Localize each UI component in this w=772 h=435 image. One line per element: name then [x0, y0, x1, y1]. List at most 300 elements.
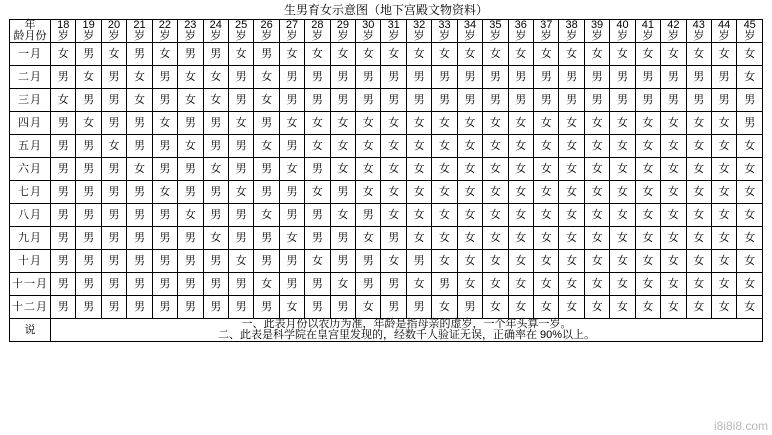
- row-label: 二月: [10, 66, 51, 89]
- cell: 男: [661, 89, 686, 112]
- age-header-cell: [686, 20, 711, 43]
- cell: 女: [432, 227, 457, 250]
- row-label: 三月: [10, 89, 51, 112]
- cell: 男: [76, 273, 101, 296]
- cell: 女: [686, 43, 711, 66]
- cell: 男: [101, 112, 126, 135]
- cell: 女: [254, 273, 279, 296]
- age-header-cell: [711, 20, 736, 43]
- cell: 男: [152, 66, 177, 89]
- age-suffix: 岁: [235, 30, 247, 42]
- cell: 女: [661, 204, 686, 227]
- cell: 男: [203, 250, 228, 273]
- cell: 女: [661, 135, 686, 158]
- cell: 男: [127, 296, 152, 319]
- cell: 男: [534, 89, 559, 112]
- cell: 男: [127, 181, 152, 204]
- cell: 男: [127, 135, 152, 158]
- cell: 男: [406, 89, 431, 112]
- cell: 男: [127, 227, 152, 250]
- cell: 女: [559, 158, 584, 181]
- cell: 男: [661, 66, 686, 89]
- cell: 男: [228, 135, 253, 158]
- cell: 女: [635, 135, 660, 158]
- cell: 女: [483, 135, 508, 158]
- cell: 女: [51, 89, 76, 112]
- age-suffix: 岁: [57, 30, 69, 42]
- cell: 男: [127, 43, 152, 66]
- cell: 女: [686, 296, 711, 319]
- age-header-cell: [610, 20, 635, 43]
- cell: 女: [406, 43, 431, 66]
- cell: 女: [635, 43, 660, 66]
- cell: 女: [432, 43, 457, 66]
- cell: 男: [305, 158, 330, 181]
- corner-header-line1: 年: [24, 19, 36, 31]
- cell: 男: [152, 158, 177, 181]
- cell: 女: [584, 135, 609, 158]
- cell: 男: [51, 158, 76, 181]
- cell: 女: [279, 43, 304, 66]
- cell: 女: [381, 250, 406, 273]
- cell: 男: [381, 296, 406, 319]
- cell: 女: [101, 43, 126, 66]
- cell: 男: [254, 181, 279, 204]
- cell: 女: [534, 204, 559, 227]
- cell: 女: [457, 158, 482, 181]
- cell: 男: [356, 66, 381, 89]
- cell: 男: [610, 66, 635, 89]
- cell: 男: [76, 204, 101, 227]
- cell: 女: [635, 250, 660, 273]
- cell: 男: [127, 112, 152, 135]
- cell: 女: [661, 250, 686, 273]
- age-suffix: 岁: [591, 30, 603, 42]
- age-suffix: 岁: [108, 30, 120, 42]
- row-label: 十一月: [10, 273, 51, 296]
- cell: 男: [101, 89, 126, 112]
- cell: 女: [152, 181, 177, 204]
- cell: 女: [508, 227, 533, 250]
- cell: 女: [330, 112, 355, 135]
- cell: 男: [76, 296, 101, 319]
- cell: 女: [406, 273, 431, 296]
- age-suffix: 岁: [184, 30, 196, 42]
- cell: 女: [457, 273, 482, 296]
- age-suffix: 岁: [286, 30, 298, 42]
- cell: 男: [406, 66, 431, 89]
- age-number: 34: [463, 19, 477, 31]
- cell: 男: [178, 250, 203, 273]
- cell: 女: [737, 158, 763, 181]
- table-row: [10, 89, 763, 112]
- age-number: 32: [412, 19, 426, 31]
- cell: 男: [101, 158, 126, 181]
- cell: 女: [661, 296, 686, 319]
- cell: 女: [305, 112, 330, 135]
- cell: 男: [203, 204, 228, 227]
- cell: 男: [51, 273, 76, 296]
- cell: 女: [457, 204, 482, 227]
- cell: 男: [101, 181, 126, 204]
- cell: 女: [508, 43, 533, 66]
- cell: 男: [381, 66, 406, 89]
- cell: 女: [432, 135, 457, 158]
- cell: 男: [51, 181, 76, 204]
- cell: 女: [254, 204, 279, 227]
- cell: 女: [330, 43, 355, 66]
- table-body: [10, 43, 763, 342]
- cell: 女: [432, 112, 457, 135]
- age-number: 27: [285, 19, 299, 31]
- cell: 男: [152, 135, 177, 158]
- age-number: 31: [387, 19, 400, 31]
- cell: 女: [711, 296, 736, 319]
- age-suffix: 岁: [566, 30, 578, 42]
- cell: 男: [381, 273, 406, 296]
- cell: 男: [330, 296, 355, 319]
- cell: 女: [610, 296, 635, 319]
- cell: 女: [584, 273, 609, 296]
- cell: 女: [559, 112, 584, 135]
- cell: 男: [228, 296, 253, 319]
- cell: 女: [457, 112, 482, 135]
- row-label: 十月: [10, 250, 51, 273]
- cell: 女: [610, 158, 635, 181]
- cell: 男: [534, 66, 559, 89]
- cell: 女: [406, 112, 431, 135]
- cell: 女: [559, 135, 584, 158]
- cell: 女: [356, 43, 381, 66]
- cell: 女: [534, 43, 559, 66]
- cell: 女: [483, 158, 508, 181]
- age-suffix: 岁: [718, 30, 730, 42]
- cell: 男: [356, 250, 381, 273]
- cell: 男: [127, 250, 152, 273]
- cell: 女: [610, 112, 635, 135]
- cell: 男: [279, 204, 304, 227]
- cell: 女: [559, 227, 584, 250]
- cell: 男: [76, 181, 101, 204]
- age-suffix: 岁: [413, 30, 425, 42]
- cell: 女: [178, 66, 203, 89]
- cell: 男: [76, 89, 101, 112]
- cell: 女: [457, 43, 482, 66]
- table-row: [10, 112, 763, 135]
- cell: 男: [254, 296, 279, 319]
- cell: 男: [228, 227, 253, 250]
- cell: 男: [203, 135, 228, 158]
- cell: 男: [330, 250, 355, 273]
- cell: 男: [76, 227, 101, 250]
- cell: 女: [381, 112, 406, 135]
- cell: 男: [305, 227, 330, 250]
- cell: 男: [381, 89, 406, 112]
- age-header-cell: [254, 20, 279, 43]
- age-header-cell: [584, 20, 609, 43]
- cell: 男: [254, 112, 279, 135]
- cell: 女: [457, 227, 482, 250]
- cell: 男: [51, 296, 76, 319]
- cell: 女: [737, 227, 763, 250]
- cell: 男: [178, 112, 203, 135]
- cell: 女: [534, 112, 559, 135]
- cell: 女: [584, 181, 609, 204]
- cell: 女: [432, 250, 457, 273]
- age-suffix: 岁: [159, 30, 171, 42]
- cell: 女: [381, 158, 406, 181]
- table-header-row: [10, 20, 763, 43]
- cell: 女: [508, 112, 533, 135]
- cell: 男: [279, 135, 304, 158]
- notes-label: 说: [10, 319, 51, 342]
- cell: 女: [228, 112, 253, 135]
- cell: 女: [457, 135, 482, 158]
- age-number: 35: [489, 19, 502, 31]
- cell: 男: [635, 89, 660, 112]
- age-header-cell: [635, 20, 660, 43]
- cell: 男: [356, 89, 381, 112]
- cell: 女: [483, 273, 508, 296]
- cell: 女: [406, 135, 431, 158]
- cell: 男: [432, 66, 457, 89]
- cell: 男: [686, 66, 711, 89]
- cell: 男: [356, 204, 381, 227]
- cell: 女: [686, 158, 711, 181]
- cell: 男: [457, 89, 482, 112]
- age-number: 33: [438, 19, 451, 31]
- cell: 男: [508, 89, 533, 112]
- cell: 男: [152, 227, 177, 250]
- table-row: [10, 135, 763, 158]
- table-row: [10, 296, 763, 319]
- cell: 女: [305, 181, 330, 204]
- cell: 女: [483, 227, 508, 250]
- age-number: 36: [514, 19, 527, 31]
- cell: 女: [432, 181, 457, 204]
- cell: 男: [254, 250, 279, 273]
- cell: 女: [610, 43, 635, 66]
- age-number: 30: [362, 19, 375, 31]
- cell: 男: [330, 227, 355, 250]
- cell: 女: [356, 135, 381, 158]
- cell: 男: [483, 66, 508, 89]
- cell: 男: [203, 181, 228, 204]
- cell: 男: [305, 273, 330, 296]
- cell: 男: [228, 66, 253, 89]
- cell: 女: [635, 204, 660, 227]
- age-suffix: 岁: [744, 30, 756, 42]
- cell: 女: [737, 273, 763, 296]
- cell: 女: [534, 273, 559, 296]
- cell: 男: [686, 89, 711, 112]
- cell: 男: [279, 181, 304, 204]
- cell: 女: [686, 227, 711, 250]
- cell: 女: [635, 296, 660, 319]
- table-row: [10, 227, 763, 250]
- age-header-cell: [178, 20, 203, 43]
- cell: 男: [203, 273, 228, 296]
- cell: 女: [457, 250, 482, 273]
- cell: 男: [279, 66, 304, 89]
- cell: 女: [661, 273, 686, 296]
- cell: 女: [432, 158, 457, 181]
- cell: 男: [101, 227, 126, 250]
- cell: 女: [406, 181, 431, 204]
- cell: 男: [51, 135, 76, 158]
- cell: 女: [279, 227, 304, 250]
- cell: 女: [711, 112, 736, 135]
- row-label: 十二月: [10, 296, 51, 319]
- cell: 女: [508, 204, 533, 227]
- cell: 女: [534, 158, 559, 181]
- page-title: 生男育女示意图（地下宫殿文物资料）: [283, 3, 488, 17]
- note-line-1: 一、此表月份以农历为准，年龄是指母亲的虚岁，一个年头算一岁。: [241, 318, 572, 330]
- notes-row: [10, 319, 763, 342]
- age-suffix: 岁: [83, 30, 95, 42]
- cell: 女: [508, 181, 533, 204]
- cell: 女: [610, 227, 635, 250]
- age-number: 39: [590, 19, 604, 31]
- age-number: 25: [235, 19, 248, 31]
- cell: 男: [432, 89, 457, 112]
- cell: 女: [76, 66, 101, 89]
- cell: 男: [305, 66, 330, 89]
- table-row: [10, 43, 763, 66]
- age-header-cell: [305, 20, 330, 43]
- cell: 男: [305, 296, 330, 319]
- age-suffix: 岁: [667, 30, 679, 42]
- cell: 男: [279, 273, 304, 296]
- row-label: 五月: [10, 135, 51, 158]
- age-number: 26: [260, 19, 273, 31]
- cell: 女: [483, 112, 508, 135]
- gender-prediction-table: [9, 19, 763, 342]
- row-label: 八月: [10, 204, 51, 227]
- cell: 男: [305, 204, 330, 227]
- cell: 女: [356, 112, 381, 135]
- cell: 女: [584, 112, 609, 135]
- cell: 男: [279, 250, 304, 273]
- cell: 女: [381, 43, 406, 66]
- cell: 女: [152, 112, 177, 135]
- cell: 男: [228, 273, 253, 296]
- cell: 男: [203, 43, 228, 66]
- age-number: 20: [107, 19, 121, 31]
- cell: 女: [127, 66, 152, 89]
- cell: 女: [483, 181, 508, 204]
- corner-header: [10, 20, 51, 43]
- age-suffix: 岁: [439, 30, 451, 42]
- cell: 男: [330, 66, 355, 89]
- age-number: 45: [743, 19, 756, 31]
- cell: 女: [686, 135, 711, 158]
- cell: 女: [534, 181, 559, 204]
- cell: 男: [737, 112, 763, 135]
- cell: 女: [711, 158, 736, 181]
- cell: 女: [305, 250, 330, 273]
- cell: 女: [279, 158, 304, 181]
- cell: 女: [635, 158, 660, 181]
- cell: 女: [508, 250, 533, 273]
- cell: 男: [203, 296, 228, 319]
- cell: 女: [737, 296, 763, 319]
- age-suffix: 岁: [133, 30, 145, 42]
- cell: 男: [76, 43, 101, 66]
- cell: 男: [76, 158, 101, 181]
- cell: 女: [305, 135, 330, 158]
- cell: 女: [381, 204, 406, 227]
- cell: 女: [584, 296, 609, 319]
- row-label: 一月: [10, 43, 51, 66]
- cell: 女: [51, 43, 76, 66]
- age-number: 37: [540, 19, 553, 31]
- cell: 女: [178, 89, 203, 112]
- table-row: [10, 66, 763, 89]
- age-number: 43: [692, 19, 705, 31]
- cell: 女: [356, 227, 381, 250]
- cell: 女: [584, 43, 609, 66]
- cell: 男: [76, 135, 101, 158]
- cell: 女: [330, 135, 355, 158]
- age-number: 42: [667, 19, 680, 31]
- age-number: 28: [311, 19, 324, 31]
- cell: 男: [51, 227, 76, 250]
- cell: 女: [406, 227, 431, 250]
- cell: 女: [330, 273, 355, 296]
- cell: 男: [330, 89, 355, 112]
- cell: 男: [152, 89, 177, 112]
- cell: 男: [330, 181, 355, 204]
- cell: 男: [51, 250, 76, 273]
- cell: 男: [584, 89, 609, 112]
- age-header-cell: [406, 20, 431, 43]
- cell: 女: [711, 273, 736, 296]
- cell: 女: [711, 204, 736, 227]
- cell: 女: [737, 66, 763, 89]
- table-row: [10, 250, 763, 273]
- age-header-cell: [381, 20, 406, 43]
- cell: 男: [559, 89, 584, 112]
- row-label: 七月: [10, 181, 51, 204]
- notes-content: [51, 319, 763, 342]
- age-header-cell: [737, 20, 763, 43]
- cell: 女: [534, 227, 559, 250]
- age-header-cell: [432, 20, 457, 43]
- cell: 女: [381, 135, 406, 158]
- table-row: [10, 273, 763, 296]
- cell: 男: [178, 296, 203, 319]
- age-header-cell: [101, 20, 126, 43]
- cell: 男: [101, 204, 126, 227]
- cell: 女: [432, 296, 457, 319]
- cell: 女: [559, 296, 584, 319]
- cell: 女: [406, 158, 431, 181]
- cell: 男: [127, 204, 152, 227]
- note-line-2: 二、此表是科学院在皇宫里发现的，经数千人验证无误，正确率在 90%以上。: [217, 329, 596, 341]
- cell: 男: [635, 66, 660, 89]
- cell: 男: [178, 227, 203, 250]
- cell: 女: [711, 43, 736, 66]
- age-number: 41: [641, 19, 655, 31]
- age-suffix: 岁: [464, 30, 476, 42]
- cell: 女: [584, 158, 609, 181]
- cell: 男: [508, 66, 533, 89]
- cell: 男: [254, 227, 279, 250]
- age-header-cell: [51, 20, 76, 43]
- cell: 女: [635, 112, 660, 135]
- cell: 女: [584, 250, 609, 273]
